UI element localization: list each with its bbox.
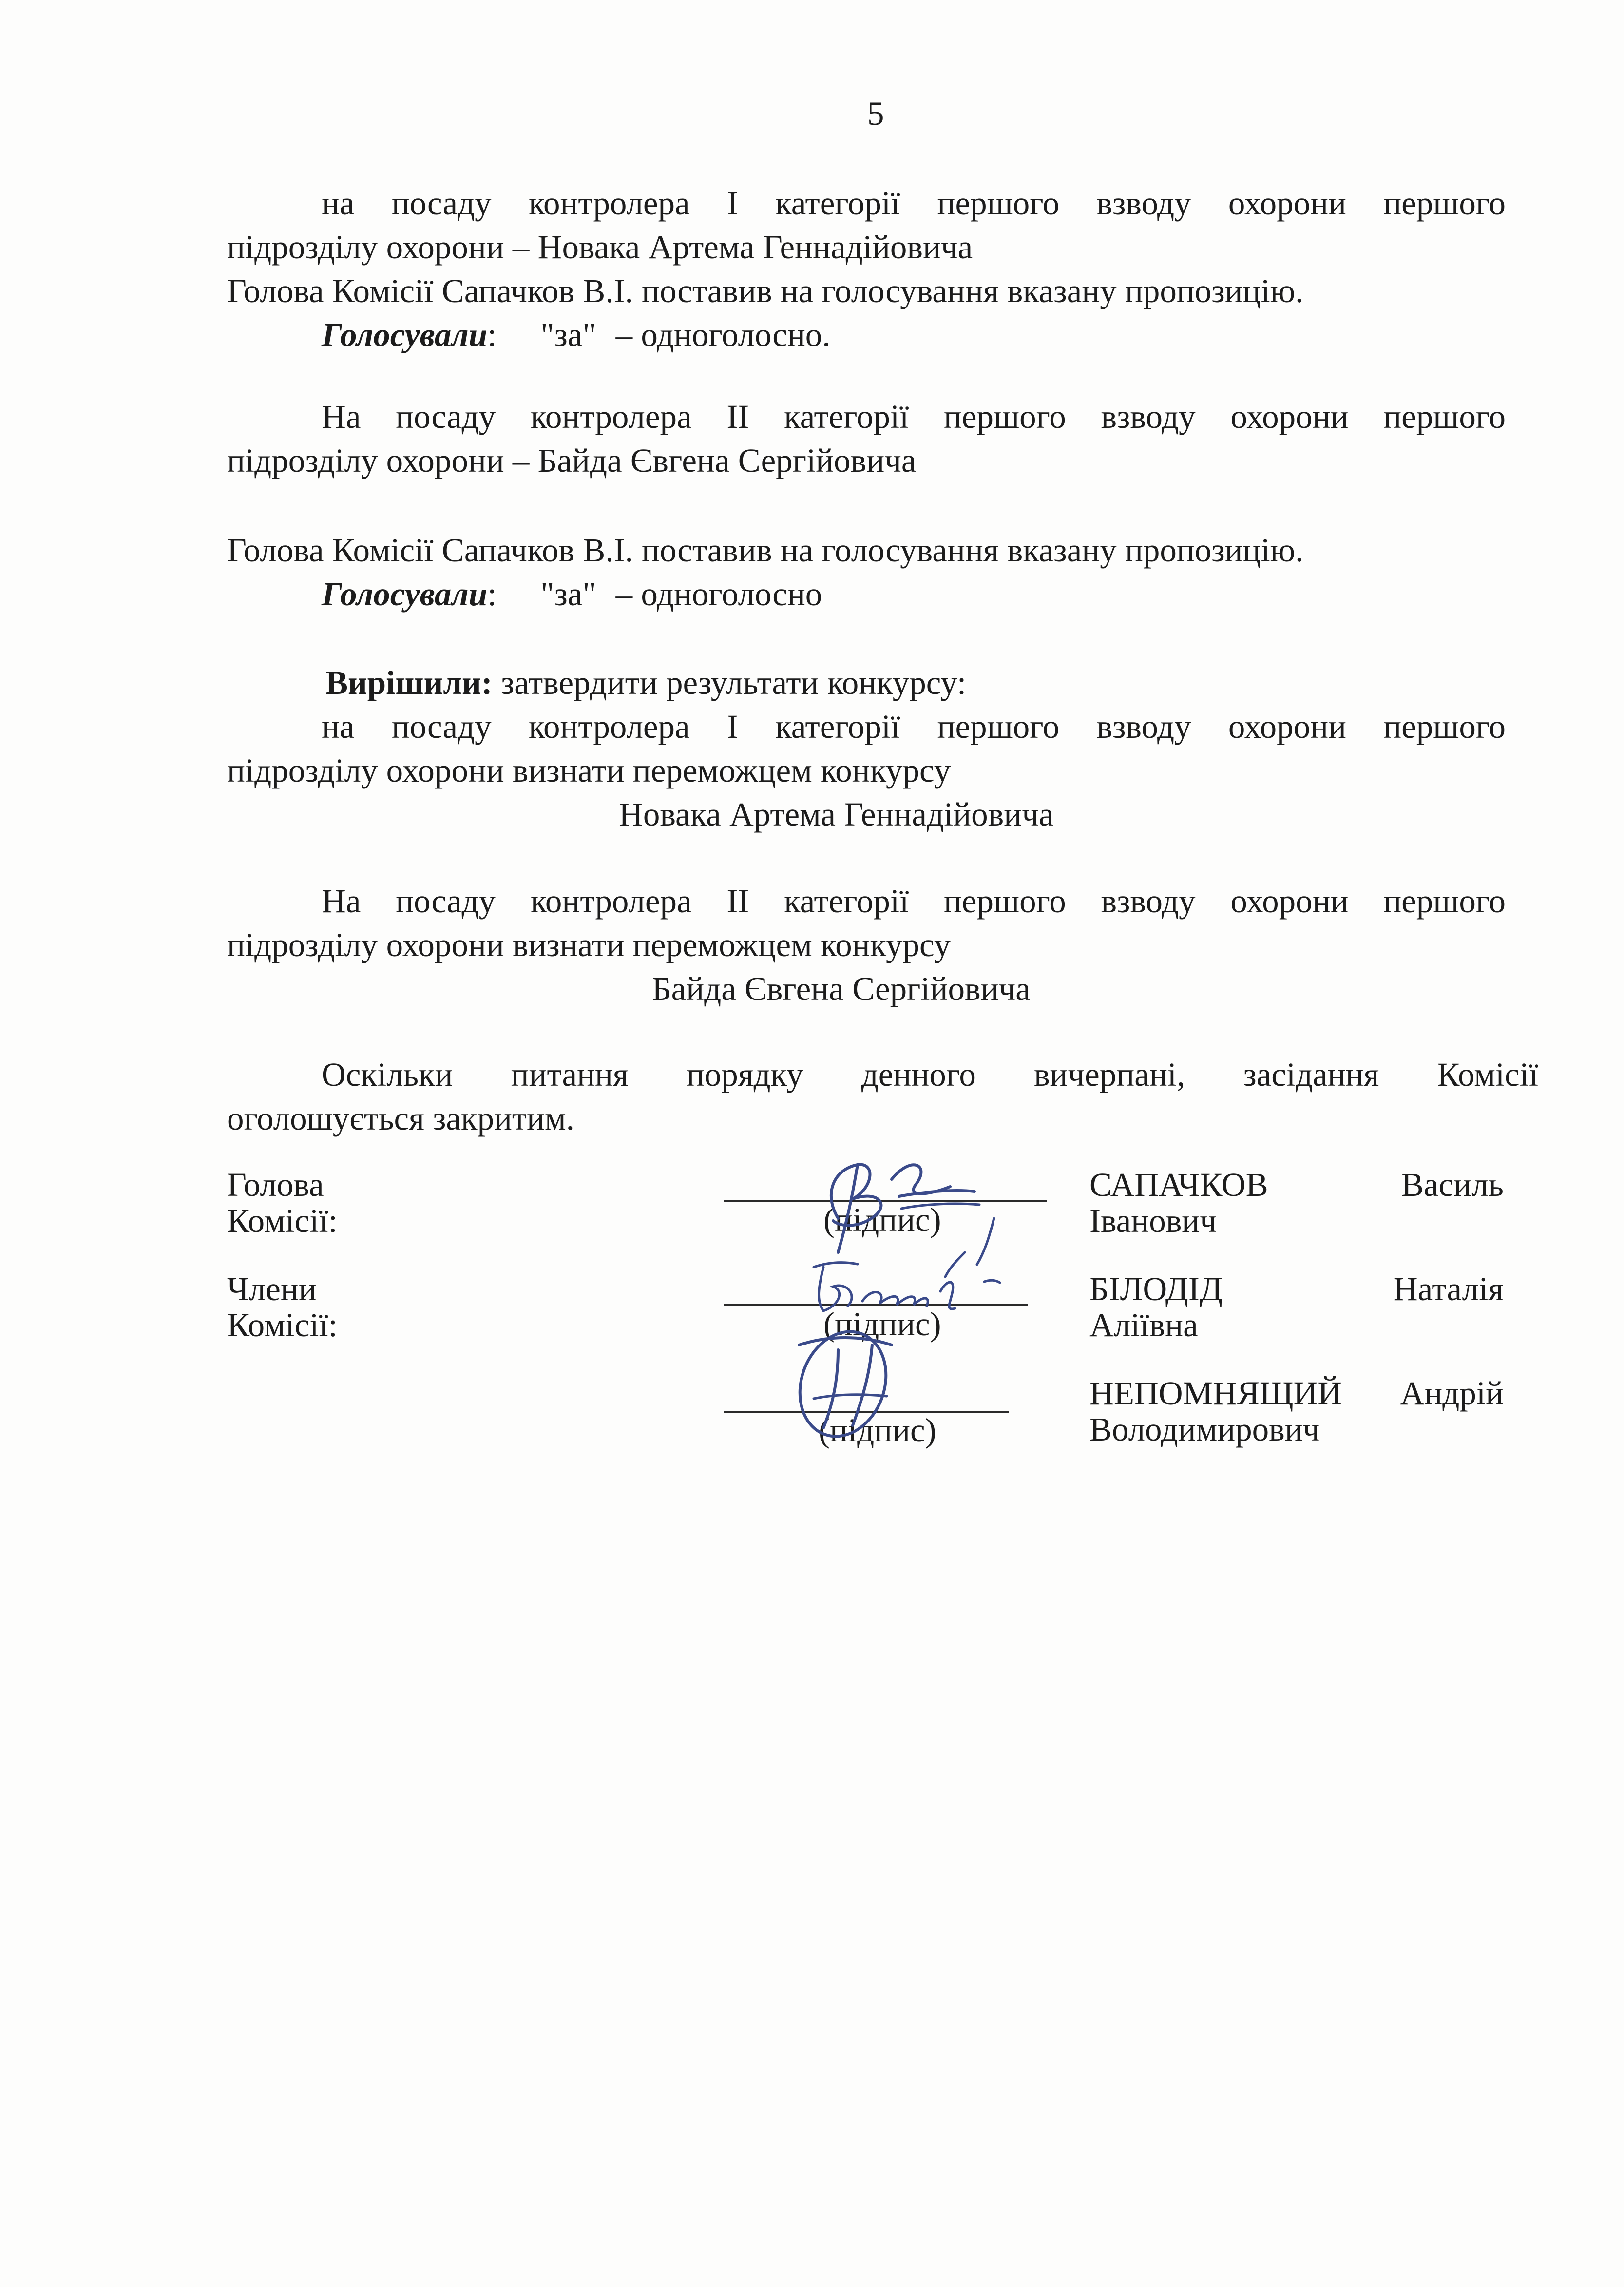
signature-sapachkov: [780, 1135, 1004, 1262]
person2: [1089, 1267, 1504, 1347]
person3-name: Андрій: [1400, 1375, 1504, 1412]
block2-line2: підрозділу охорони – Байда Євгена Сергійовича: [227, 442, 917, 479]
closing-line1: Оскільки питання порядку денного вичерпані, засідання Комісії: [322, 1056, 1538, 1093]
vote-value: "за": [540, 316, 596, 353]
person3-patronymic: Володимирович: [1089, 1411, 1320, 1448]
decision-text: затвердити результати конкурсу:: [501, 664, 967, 701]
person2-name: Наталія: [1393, 1270, 1504, 1307]
vote-result: – одноголосно: [615, 576, 822, 613]
decision-item2-name: Байда Євгена Сергійовича: [652, 970, 1031, 1007]
decision-item1-name: Новака Артема Геннадійовича: [619, 796, 1054, 833]
person1-surname: САПАЧКОВ: [1089, 1166, 1268, 1203]
decision-item1-line2: підрозділу охорони визнати переможцем конкурсу: [227, 752, 951, 789]
signature-caption-1: (підпис): [823, 1201, 941, 1238]
person3-surname: НЕПОМНЯЩИЙ: [1089, 1375, 1342, 1412]
person1: [1089, 1163, 1504, 1243]
block2-line3: Голова Комісії Сапачков В.І. поставив на голосування вказану пропозицію.: [227, 532, 1304, 569]
block2-vote: [322, 572, 822, 616]
vote-result: – одноголосно.: [615, 316, 831, 353]
members-role-line1: Члени: [227, 1270, 317, 1307]
person2-surname: БІЛОДІД: [1089, 1270, 1223, 1307]
signature-caption-2: (підпис): [823, 1306, 941, 1343]
block1-vote: [322, 313, 831, 357]
signature-nepomniashchyi: [770, 1287, 936, 1433]
block1-line3: Голова Комісії Сапачков В.І. поставив на голосування вказану пропозицію.: [227, 272, 1304, 309]
chair-role: [227, 1163, 338, 1243]
vote-colon: :: [487, 316, 497, 353]
members-role-line2: Комісії:: [227, 1307, 338, 1344]
block1-line1: на посаду контролера І категорії першого взводу охорони першого: [322, 185, 1506, 222]
decision-item2-line1: На посаду контролера ІІ категорії першого взводу охорони першого: [322, 883, 1506, 920]
members-role: [227, 1267, 338, 1347]
vote-label: Голосували: [322, 316, 488, 353]
block2-line1: На посаду контролера ІІ категорії першого взводу охорони першого: [322, 398, 1506, 435]
decision-item1-line1: на посаду контролера І категорії першого взводу охорони першого: [322, 708, 1506, 745]
vote-label: Голосували: [322, 576, 488, 613]
chair-role-line2: Комісії:: [227, 1202, 338, 1239]
page-number: 5: [867, 95, 884, 132]
person2-patronymic: Аліївна: [1089, 1307, 1198, 1344]
chair-role-line1: Голова: [227, 1166, 324, 1203]
signature-caption-3: (підпис): [819, 1412, 936, 1449]
person3: [1089, 1371, 1504, 1451]
decision-heading: [325, 661, 966, 705]
block1-line2: підрозділу охорони – Новака Артема Геннадійовича: [227, 229, 973, 266]
vote-colon: :: [487, 576, 497, 613]
person1-patronymic: Іванович: [1089, 1202, 1217, 1239]
person1-name: Василь: [1401, 1166, 1504, 1203]
closing-line2: оголошується закритим.: [227, 1100, 574, 1137]
decision-item2-line2: підрозділу охорони визнати переможцем конкурсу: [227, 926, 951, 963]
decision-label: Вирішили:: [325, 664, 493, 701]
vote-value: "за": [540, 576, 596, 613]
